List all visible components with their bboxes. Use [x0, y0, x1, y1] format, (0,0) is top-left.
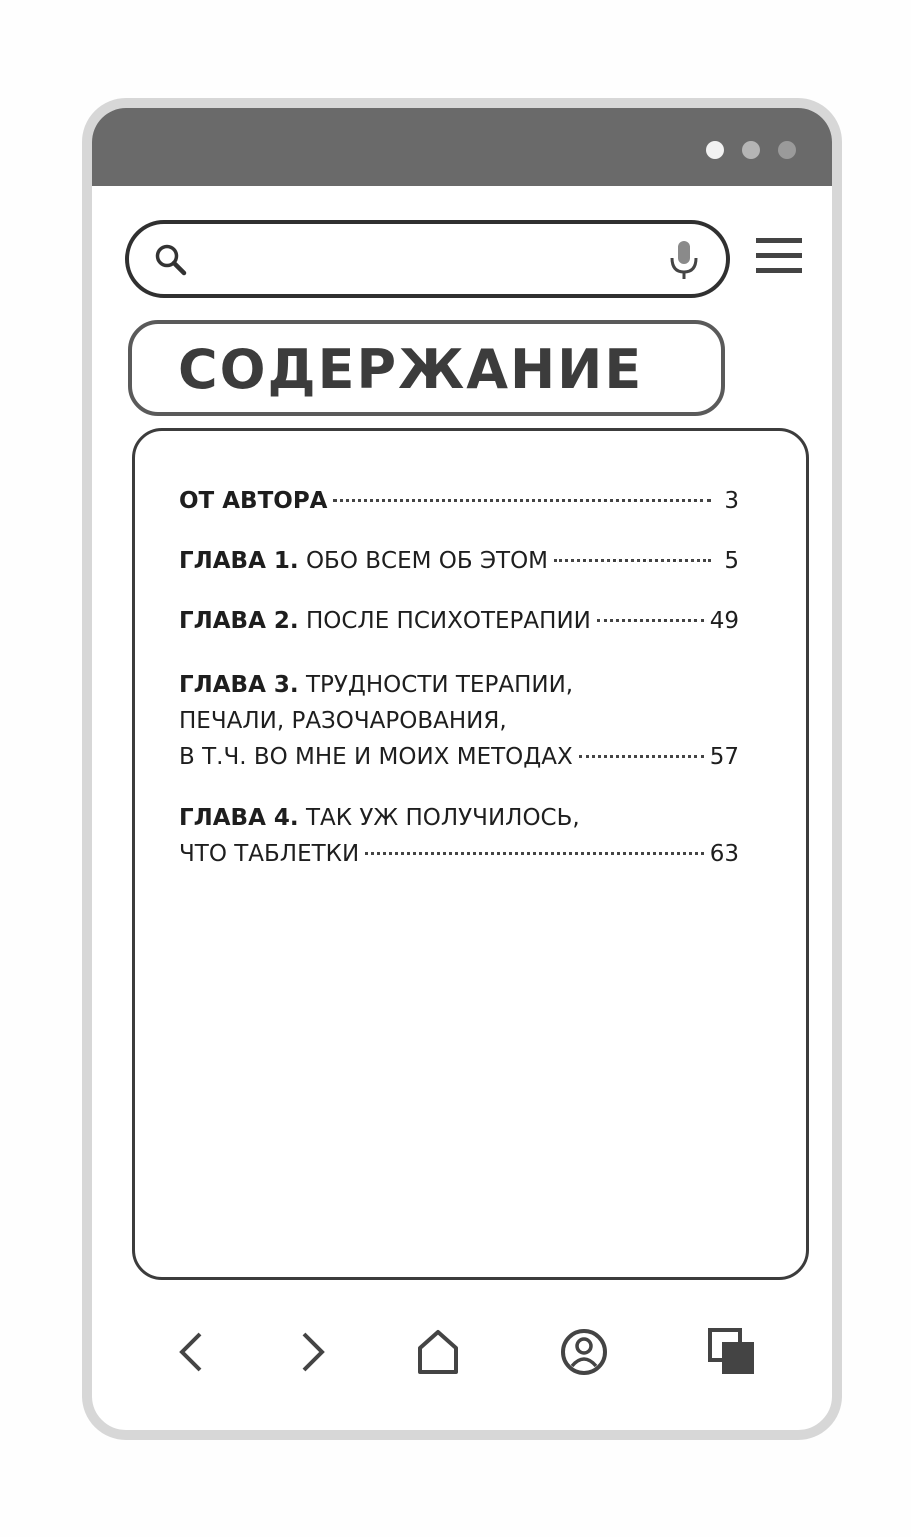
toc-entry-label: ГЛАВА 4.: [179, 805, 299, 831]
microphone-icon[interactable]: [668, 238, 700, 282]
bottom-navigation: [92, 1304, 832, 1404]
toc-page-number: 49: [709, 608, 739, 634]
tabs-icon[interactable]: [704, 1324, 760, 1380]
toc-entry-label: ГЛАВА 1.: [179, 548, 299, 574]
page-title-box: [128, 320, 725, 416]
phone-frame: [82, 98, 842, 1440]
toc-entry-author[interactable]: [179, 483, 739, 519]
toc-entry-title: ТАК УЖ ПОЛУЧИЛОСЬ,: [305, 805, 580, 831]
toc-entry-title: В Т.Ч. ВО МНЕ И МОИХ МЕТОДАХ: [179, 744, 573, 770]
window-dot-icon: [742, 141, 760, 159]
window-dot-icon: [706, 141, 724, 159]
window-dot-icon: [778, 141, 796, 159]
dot-leader: [554, 559, 711, 562]
hamburger-menu-icon[interactable]: [754, 235, 806, 277]
dot-leader: [365, 852, 704, 855]
toc-entry-label: ГЛАВА 3.: [179, 672, 299, 698]
dot-leader: [333, 499, 711, 502]
toc-entry-label: ОТ АВТОРА: [179, 488, 328, 514]
page-title: СОДЕРЖАНИЕ: [178, 338, 644, 401]
toc-page-number: 63: [709, 841, 739, 867]
toc-entry-title: ЧТО ТАБЛЕТКИ: [179, 841, 360, 867]
toc-page-number: 3: [724, 488, 739, 514]
toc-entry-label: ГЛАВА 2.: [179, 608, 299, 634]
contents-panel: [132, 428, 809, 1280]
toc-entry-title: ПЕЧАЛИ, РАЗОЧАРОВАНИЯ,: [179, 708, 507, 734]
toc-entry-chapter-3[interactable]: [179, 667, 739, 775]
search-icon[interactable]: [153, 242, 189, 278]
user-icon[interactable]: [556, 1324, 612, 1380]
toc-entry-chapter-4[interactable]: [179, 800, 739, 872]
toc-entry-title: ОБО ВСЕМ ОБ ЭТОМ: [305, 548, 549, 574]
toc-page-number: 5: [724, 548, 739, 574]
toc-entry-chapter-1[interactable]: [179, 543, 739, 579]
toc-entry-title: ТРУДНОСТИ ТЕРАПИИ,: [305, 672, 574, 698]
search-bar[interactable]: [125, 220, 730, 298]
toc-page-number: 57: [709, 744, 739, 770]
dot-leader: [597, 619, 704, 622]
browser-top-bar: [92, 108, 832, 186]
toc-entry-chapter-2[interactable]: [179, 603, 739, 639]
toc-entry-title: ПОСЛЕ ПСИХОТЕРАПИИ: [305, 608, 591, 634]
chevron-left-icon[interactable]: [164, 1324, 220, 1380]
home-icon[interactable]: [410, 1324, 466, 1380]
search-input[interactable]: [205, 240, 646, 280]
chevron-right-icon[interactable]: [284, 1324, 340, 1380]
dot-leader: [579, 755, 704, 758]
